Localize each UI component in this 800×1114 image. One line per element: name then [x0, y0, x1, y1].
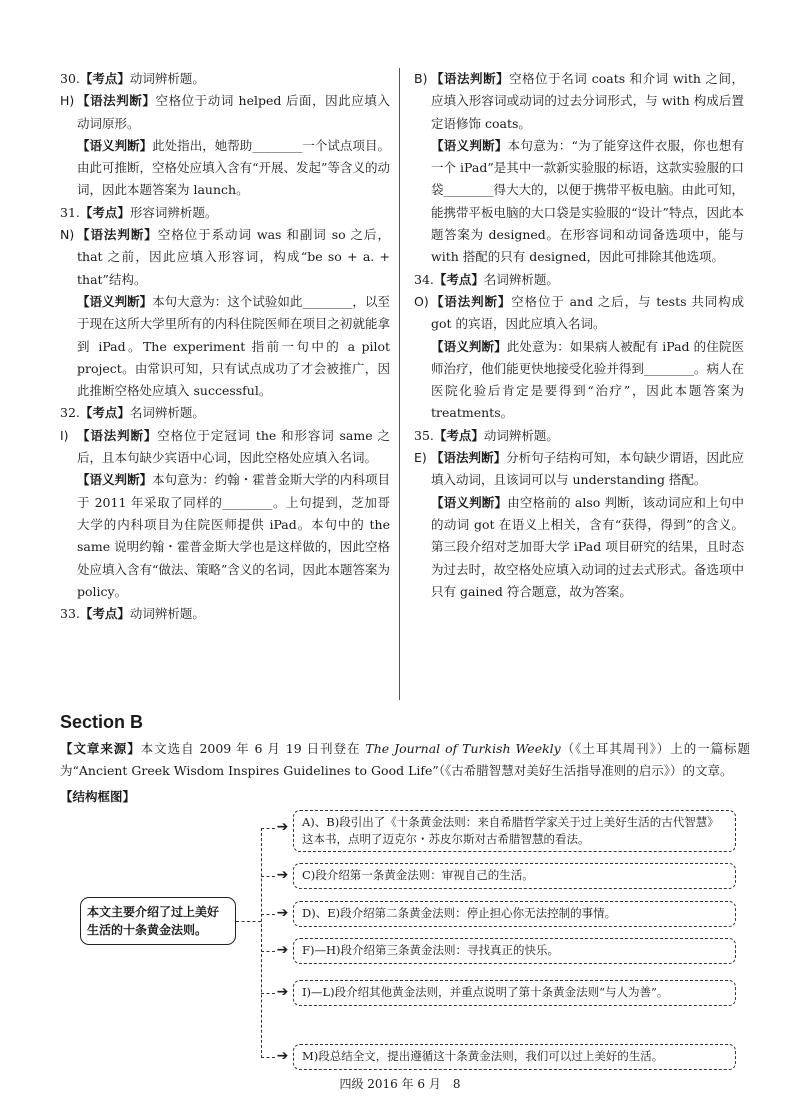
- bracket-tick: [261, 993, 275, 994]
- article-source: 【文章来源】本文选自 2009 年 6 月 19 日刊登在 The Journal of Turkish Weekly（《土耳其周刊》）上的一篇标题为“Ancient Greek Wisdom Inspires Guidelines to Good Life”（《古希腊智慧对美好生活指导准则的启示》）的文章。: [60, 741, 750, 779]
- q30-header: 30. 【考点】 动词辨析题。: [60, 71, 205, 86]
- column-divider: [399, 68, 400, 700]
- q34-header: 34. 【考点】 名词辨析题。: [414, 271, 559, 287]
- left-column: [60, 68, 390, 625]
- right-column: [414, 68, 744, 603]
- q31-header: 31. 【考点】 形容词辨析题。: [60, 204, 218, 220]
- page-footer: 四级 2016 年 6 月 8: [339, 1077, 461, 1091]
- q35-grammar: E) 【语法判断】分析句子结构可知，本句缺少谓语，因此应填入动词，且该词可以与 understanding 搭配。: [414, 450, 744, 488]
- q33-grammar: B) 【语法判断】空格位于名词 coats 和介词 with 之间，应填入形容词或动词的过去分词形式，与 with 构成后置定语修饰 coats。: [414, 71, 744, 131]
- connector-line: [236, 921, 261, 922]
- paragraph-box-m: M)段总结全文，提出遵循这十条黄金法则，我们可以过上美好的生活。: [293, 1044, 736, 1070]
- arrow-right-icon: ➔: [276, 942, 289, 958]
- paragraph-box-i-l: I)—L)段介绍其他黄金法则，并重点说明了第十条黄金法则“与人为善”。: [293, 980, 736, 1006]
- bracket-tick: [261, 1057, 275, 1058]
- q30-meaning: 【语义判断】此处指出，她帮助________一个试点项目。由此可推断，空格处应填入含有“开展、发起”等含义的动词，因此本题答案为 launch。: [77, 137, 390, 198]
- q35-meaning: 【语义判断】由空格前的 also 判断，该动词应和上句中的动词 got 在语义上相关，含有“获得，得到”的含义。第三段介绍对芝加哥大学 iPad 项目研究的结果，且时态为过去时，故空格处应填入动词的过去式形式。备选项中只有 gained 符合题意，故为答案。: [431, 494, 744, 599]
- arrow-right-icon: ➔: [276, 984, 289, 1000]
- bracket-line: [261, 828, 262, 1058]
- arrow-right-icon: ➔: [276, 905, 289, 921]
- paragraph-box-a-b: A)、B)段引出了《十条黄金法则：来自希腊哲学家关于过上美好生活的古代智慧》这本书，点明了迈克尔・苏皮尔斯对古希腊智慧的看法。: [293, 810, 736, 852]
- structure-diagram-label: 【结构框图】: [60, 789, 136, 804]
- q30-grammar: H) 【语法判断】空格位于动词 helped 后面，因此应填入动词原形。: [60, 93, 390, 131]
- arrow-right-icon: ➔: [276, 1048, 289, 1064]
- q32-grammar: I) 【语法判断】空格位于定冠词 the 和形容词 same 之后，且本句缺少宾语中心词，因此空格处应填入名词。: [60, 427, 390, 466]
- paragraph-box-c: C)段介绍第一条黄金法则：审视自己的生活。: [293, 863, 736, 889]
- arrow-right-icon: ➔: [276, 819, 289, 835]
- q35-header: 35. 【考点】 动词辨析题。: [414, 427, 559, 443]
- summary-box: 本文主要介绍了过上美好生活的十条黄金法则。: [80, 897, 236, 945]
- q31-grammar: N) 【语法判断】空格位于系动词 was 和副词 so 之后，that 之前，因此应填入形容词，构成“be so + a. + that”结构。: [60, 227, 390, 287]
- q32-header: 32. 【考点】 名词辨析题。: [60, 405, 205, 421]
- q34-grammar: O) 【语法判断】空格位于 and 之后，与 tests 共同构成 got 的宾语，因此应填入名词。: [414, 293, 744, 332]
- journal-name: The Journal of Turkish Weekly: [365, 741, 561, 756]
- paragraph-box-d-e: D)、E)段介绍第二条黄金法则：停止担心你无法控制的事情。: [293, 901, 736, 927]
- q32-meaning: 【语义判断】本句意为：约翰・霍普金斯大学的内科项目于 2011 年采取了同样的________。上句提到，芝加哥大学的内科项目为住院医师提供 iPad。本句中的 the same 说明约翰・霍普金斯大学也是这样做的，因此空格处应填入含有“做法、策略”含义的名词，因此本题答案为 policy。: [77, 472, 390, 599]
- bracket-tick: [261, 914, 275, 915]
- q33-header: 33. 【考点】 动词辨析题。: [60, 606, 205, 622]
- bracket-tick: [261, 828, 275, 829]
- section-b-title: Section B: [60, 712, 144, 732]
- paragraph-box-f-h: F)—H)段介绍第三条黄金法则：寻找真正的快乐。: [293, 938, 736, 964]
- q34-meaning: 【语义判断】此处意为：如果病人被配有 iPad 的住院医师治疗，他们能更快地接受化验并得到________。病人在医院化验后肯定是要得到“治疗”，因此本题答案为 treatments。: [431, 338, 744, 421]
- bracket-tick: [261, 951, 275, 952]
- q31-meaning: 【语义判断】本句大意为：这个试验如此________，以至于现在这所大学里所有的内科住院医师在项目之初就能拿到 iPad。The experiment 指前一句中的 a pilot project。由常识可知，只有试点成功了才会被推广，因此推断空格处应填入 successful。: [77, 293, 390, 399]
- arrow-right-icon: ➔: [276, 867, 289, 883]
- bracket-tick: [261, 876, 275, 877]
- q33-meaning: 【语义判断】本句意为：“为了能穿这件衣服，你也想有一个 iPad”是其中一款新实验服的标语，这款实验服的口袋________得大大的，以便于携带平板电脑。由此可知，能携带平板电脑的大口袋是实验服的“设计”特点，因此本题答案为 designed。在形容词和动词备选项中，能与 with 搭配的只有 designed，因此可排除其他选项。: [431, 137, 744, 265]
